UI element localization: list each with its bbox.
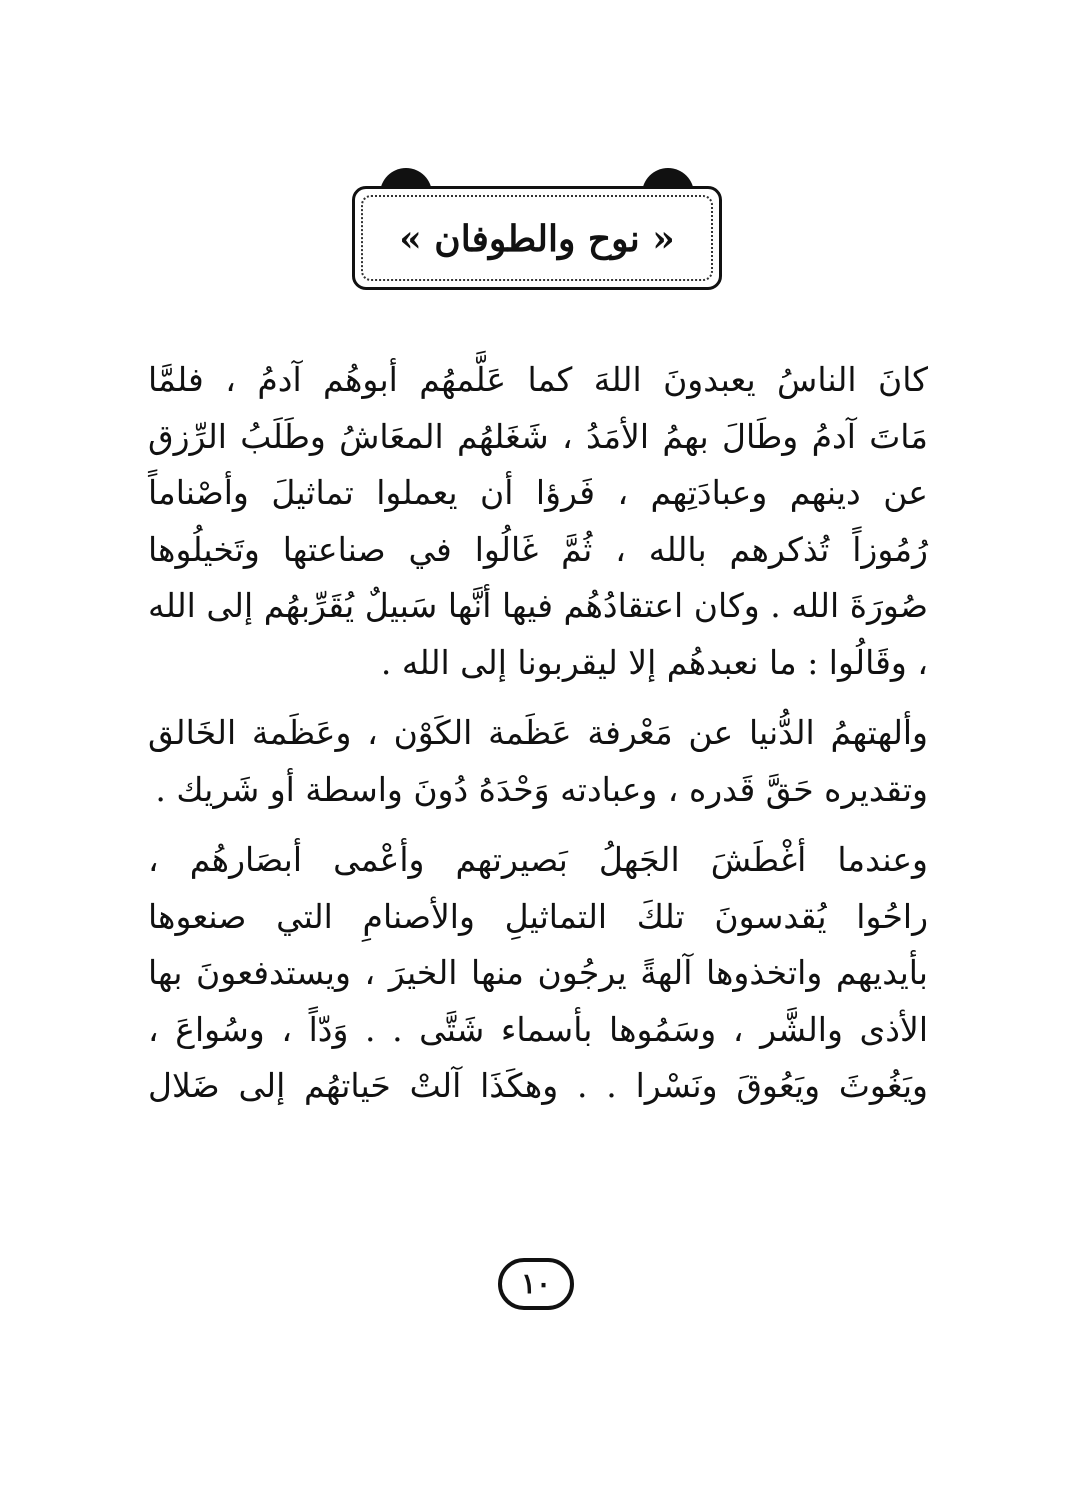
text-line: رُمُوزاً تُذكرهم بالله ، ثُمَّ غَالُوا في صناعتها وتَخيلُوها bbox=[148, 529, 928, 569]
text-line: ويَغُوثَ ويَعُوقَ ونَسْرا . . وهكَذَا آلتْ حَياتهُم إلى ضَلال bbox=[148, 1066, 928, 1105]
text-line: بأيديهم واتخذوها آلهةً يرجُون منها الخيرَ ، ويستدفعونَ بها bbox=[148, 953, 928, 992]
paragraph-1 bbox=[148, 352, 928, 691]
text-line: وعندما أغْطَشَ الجَهلُ بَصيرتهم وأعْمى أبصَارهُم ، bbox=[148, 840, 928, 879]
chapter-title-frame bbox=[352, 186, 722, 290]
paragraph-2 bbox=[148, 705, 928, 818]
text-line: عن دينهم وعبادَتِهم ، فَرؤا أن يعملوا تماثيلَ وأصْناماً bbox=[148, 473, 928, 512]
page-number: ١٠ bbox=[498, 1258, 574, 1310]
text-line: الأذى والشَّر ، وسَمُوها بأسماء شَتَّى . . وَدّاً ، وسُواعَ ، bbox=[148, 1009, 928, 1049]
text-line: ، وقَالُوا : ما نعبدهُم إلا ليقربونا إلى الله . bbox=[380, 642, 928, 682]
body-text bbox=[148, 352, 928, 1129]
text-line: وتقديره حَقَّ قَدره ، وعبادته وَحْدَهُ دُونَ واسطة أو شَريك . bbox=[155, 769, 928, 809]
text-line: مَاتَ آدمُ وطَالَ بهمُ الأمَدُ ، شَغَلهُم المعَاشُ وطَلَبُ الرِّزق bbox=[148, 416, 928, 456]
text-line: صُورَةَ الله . وكان اعتقادُهُم فيها أنَّها سَبيلٌ يُقَرِّبهُم إلى الله bbox=[148, 586, 928, 625]
chapter-title: « نوح والطوفان » bbox=[399, 218, 675, 260]
text-line: وألهتهمُ الدُّنيا عن مَعْرفة عَظَمة الكَوْن ، وعَظَمة الخَالق bbox=[148, 713, 928, 752]
text-line: راحُوا يُقدسونَ تلكَ التماثيلِ والأصنامِ التي صنعوها bbox=[148, 896, 928, 936]
text-line: كانَ الناسُ يعبدونَ اللهَ كما عَلَّمهُم أبوهُم آدمُ ، فلمَّا bbox=[148, 360, 928, 399]
paragraph-3 bbox=[148, 832, 928, 1115]
